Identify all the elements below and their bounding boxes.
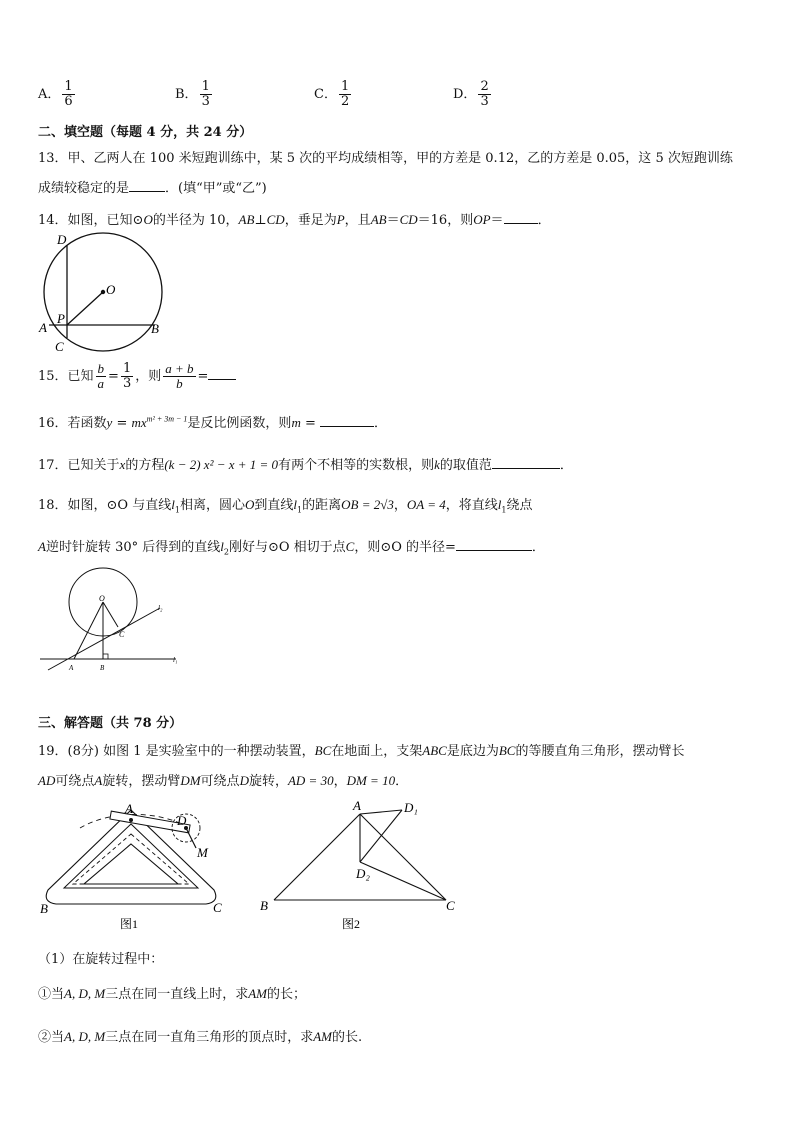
side-ac <box>360 814 446 900</box>
label-a: A <box>353 798 361 813</box>
center-point <box>101 290 105 294</box>
figure-2-caption: 图2 <box>342 917 361 931</box>
q16-text: 16．若函数$y = mx^{m^2 + 3m - 1}$是反比例函数，则m = ． <box>38 414 388 431</box>
label-b: B <box>100 664 105 672</box>
q19-sub1-part1: ①当A, D, M三点在同一直线上时，求AM的长； <box>38 986 306 1002</box>
answer-blank[interactable] <box>129 179 165 192</box>
frame-dashed <box>73 834 189 884</box>
label-c: C <box>55 339 64 354</box>
label-b: B <box>260 898 268 913</box>
label-b: B <box>151 321 159 336</box>
fraction: $\frac{1}{6}$ <box>64 79 73 109</box>
q13-line2: 成绩较稳定的是 ．(填“甲”或“乙”) <box>38 181 267 196</box>
fraction: $\frac{1}{3}$ <box>122 361 132 391</box>
label-d1: D₁ <box>404 800 418 815</box>
fraction: $\frac{b}{a}$ <box>97 361 105 391</box>
choice-d[interactable]: D． $\frac{2}{3}$ <box>453 79 489 109</box>
q14-figure <box>34 230 174 355</box>
segment-op <box>67 292 103 325</box>
frame-inner <box>84 844 178 884</box>
q19-sub1-part2: ②当A, D, M三点在同一直角三角形的顶点时，求AM的长. <box>38 1029 363 1045</box>
label-c: C <box>446 898 455 913</box>
answer-blank[interactable] <box>492 456 560 469</box>
answer-blank[interactable] <box>504 211 538 224</box>
pivot-a <box>129 818 133 822</box>
q19-figure-1 <box>36 798 236 933</box>
figure-1-caption: 图1 <box>120 917 139 931</box>
label-o: O <box>99 594 105 603</box>
right-angle-mark <box>103 654 108 659</box>
fraction: $\frac{1}{3}$ <box>201 79 210 109</box>
section-title-fill-blank: 二、填空题（每题 4 分，共 24 分） <box>38 125 253 140</box>
label-p: P <box>57 311 65 326</box>
label-l1: l₁ <box>173 656 178 664</box>
label-a: A <box>125 801 133 816</box>
label-c: C <box>213 900 222 915</box>
answer-blank[interactable] <box>208 367 236 380</box>
label-a: A <box>39 320 47 335</box>
label-c: C <box>119 630 125 639</box>
q18-figure <box>36 566 186 676</box>
label-l2: l₂ <box>158 604 163 612</box>
label-d2: D₂ <box>356 866 370 881</box>
swing-arm-dm <box>186 828 196 848</box>
segment-oc <box>103 602 118 627</box>
q19-sub1: （1）在旋转过程中： <box>38 952 164 967</box>
q19-figure-2 <box>256 796 466 936</box>
answer-blank[interactable] <box>456 538 532 551</box>
segment-ad1 <box>360 810 402 814</box>
label-d: D <box>177 813 187 828</box>
label-d: D <box>57 232 67 247</box>
fraction: $\frac{2}{3}$ <box>480 79 489 109</box>
answer-blank[interactable] <box>320 414 374 427</box>
choice-b[interactable]: B． $\frac{1}{3}$ <box>175 79 210 109</box>
section-title-solve: 三、解答题（共 78 分） <box>38 716 183 731</box>
q19-line2: AD可绕点A旋转，摆动臂DM可绕点D旋转，AD = 30，DM = 10． <box>38 773 409 789</box>
side-ab <box>274 814 360 900</box>
label-o: O <box>106 282 116 297</box>
line-l2 <box>48 608 160 670</box>
q14-text: 14．如图，已知⊙O的半径为 10，AB⊥CD，垂足为P，且AB＝CD＝16，则OP＝ ． <box>38 212 551 228</box>
label-m: M <box>197 845 208 860</box>
q17-text: 17．已知关于x的方程(k − 2) x² − x + 1 = 0有两个不相等的实数根，则k的取值范 ． <box>38 457 573 473</box>
choice-a[interactable]: A． $\frac{1}{6}$ <box>38 79 73 109</box>
q13-line1: 13．甲、乙两人在 100 米短跑训练中，某 5 次的平均成绩相等，甲的方差是 0.12，乙的方差是 0.05，这 5 次短跑训练 <box>38 151 733 166</box>
segment-d2c <box>360 862 446 900</box>
segment-oa <box>74 602 103 659</box>
label-b: B <box>40 901 48 916</box>
q19-line1: 19．(8分) 如图 1 是实验室中的一种摆动装置，BC在地面上，支架ABC是底边为BC的等腰直角三角形，摆动臂长 <box>38 743 685 759</box>
q18-line2: A逆时针旋转 30° 后得到的直线$l_2$刚好与⊙O 相切于点C，则⊙O 的半径= ． <box>38 539 545 557</box>
fraction: $\frac{1}{2}$ <box>340 79 350 109</box>
label-a: A <box>69 664 74 672</box>
q15-text: 15．已知 $\frac{b}{a}$ = $\frac{1}{3}$ ，则 $\frac{a + b}{b}$ = <box>38 362 236 391</box>
fraction: $\frac{a + b}{b}$ <box>165 361 194 391</box>
choice-c[interactable]: C． $\frac{1}{2}$ <box>314 79 350 109</box>
q18-line1: 18．如图，⊙O 与直线$l_1$相离，圆心O到直线$l_1$的距离OB = 2√3，OA = 4，将直线$l_1$绕点 <box>38 497 533 515</box>
segment-d1d2 <box>360 810 402 862</box>
